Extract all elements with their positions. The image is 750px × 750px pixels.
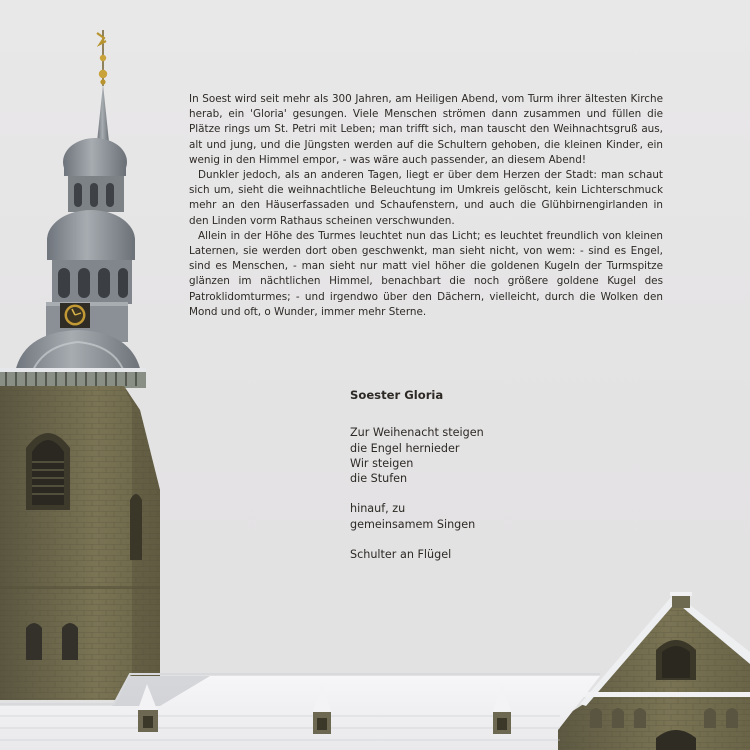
poem-title: Soester Gloria bbox=[350, 388, 444, 402]
poem-stanza bbox=[350, 501, 590, 532]
poem-line: Zur Weihenacht steigen bbox=[350, 426, 484, 440]
poem-line: die Stufen bbox=[350, 472, 408, 486]
poem-stanza bbox=[350, 425, 590, 486]
prose-paragraph: Dunkler jedoch, als an anderen Tagen, liegt er über dem Herzen der Stadt: man schaut sich um, sieht die weihnachtliche Beleuchtung im Umkreis gelöscht, kein Lichterschmuck mehr an den Häuserfassaden und Schaufenstern, und auch die Glühbirnengirlanden in den Linden vorm Rathaus scheinen verschwunden. bbox=[189, 169, 663, 227]
tower-clock-icon bbox=[60, 303, 90, 328]
church-tower bbox=[0, 30, 160, 700]
poem bbox=[350, 388, 590, 577]
poem-stanza bbox=[350, 547, 590, 562]
prose-paragraph: Allein in der Höhe des Turmes leuchtet nun das Licht; es leuchtet freundlich von kleinen Laternen, sie werden dort oben geschwenkt, man sieht nicht, von wem: - sind es Engel, sind es Menschen, - man sieht nur matt viel höher die goldenen Kugeln der Turmspitze glänzen im nächtlichen Himmel, benachbart die noch größere goldene Kugel des Patroklidomturmes; - und irgendwo über den Dächern, vielleicht, durch die Wolken den Mond und oft, o Wunder, immer mehr Sterne. bbox=[189, 229, 663, 318]
prose-paragraph: In Soest wird seit mehr als 300 Jahren, am Heiligen Abend, vom Turm ihrer ältesten Kirche herab, ein 'Gloria' gesungen. Viele Menschen strömen dann zusammen und füllen die Plätze rings um St. Petri mit Leben; man trifft sich, man tauscht den Weihnachtsgruß aus, alt und jung, und die Jüngsten werden auf die Schultern gehoben, die kleinen Kinder, ein wenig in den Himmel empor, - was wäre auch passender, an diesem Abend! bbox=[189, 93, 663, 166]
poem-line: Schulter an Flügel bbox=[350, 548, 452, 562]
gable-building bbox=[546, 592, 750, 750]
poem-line: hinauf, zu bbox=[350, 502, 406, 516]
poem-line: die Engel hernieder bbox=[350, 441, 460, 455]
poem-line: Wir steigen bbox=[350, 456, 414, 470]
weathervane-icon bbox=[97, 30, 107, 86]
prose-text bbox=[189, 92, 663, 320]
poem-line: gemeinsamem Singen bbox=[350, 517, 476, 531]
